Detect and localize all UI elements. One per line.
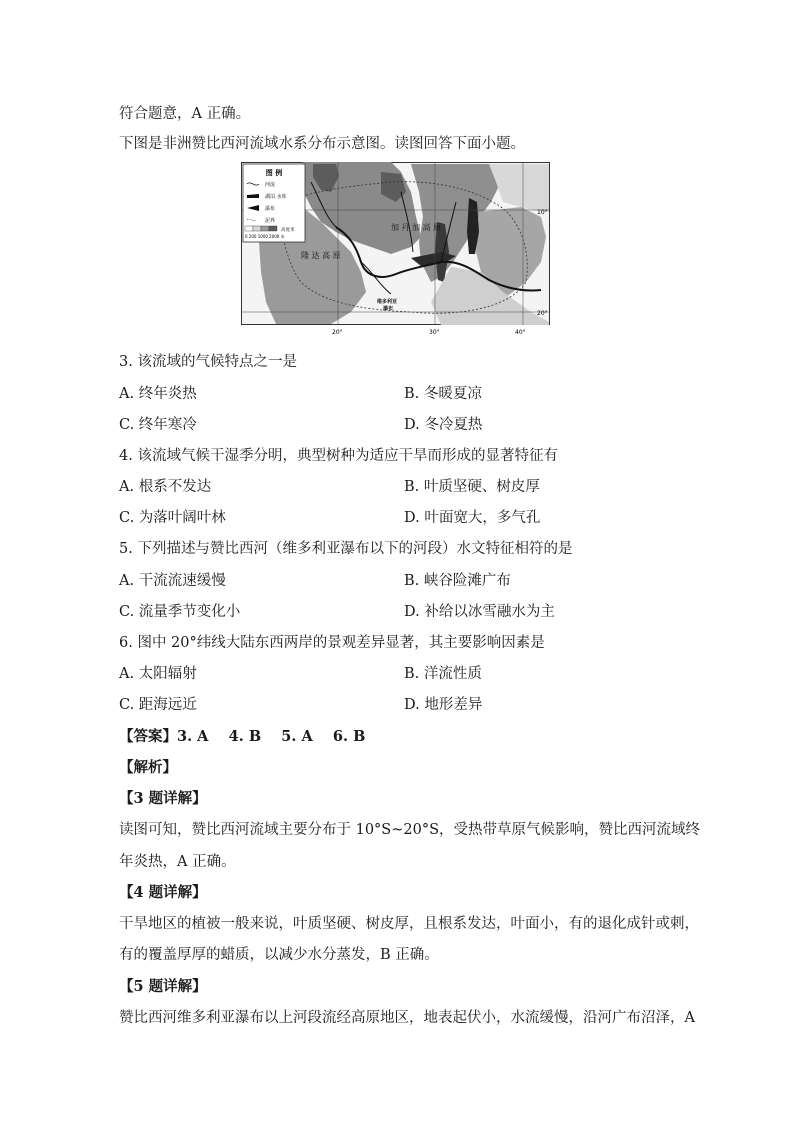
- question-3-option-b: B. 冬暖夏凉: [404, 386, 482, 402]
- legend-boundary: 泥界: [265, 218, 276, 224]
- question-4-option-b: B. 叶质坚硬、树皮厚: [404, 479, 540, 495]
- question-6-option-d: D. 地形差异: [404, 697, 483, 713]
- question-6-option-c: C. 距海远近: [119, 697, 197, 713]
- legend-scale-ticks: 0 200 1000 2000 米: [245, 234, 285, 239]
- lat-label-20: 20°: [537, 310, 548, 317]
- q5-line-1: 赞比西河维多利亚瀑布以上河段流经高原地区，地表起伏小，水流缓慢，沿河广布沼泽，A: [119, 1010, 695, 1026]
- question-3-stem: 3. 该流域的气候特点之一是: [119, 354, 297, 370]
- question-3-option-c: C. 终年寒冷: [119, 417, 197, 433]
- q4-line-2: 有的覆盖厚厚的蜡质，以减少水分蒸发，B 正确。: [119, 947, 439, 963]
- falls-label: 维多利亚: [377, 299, 398, 305]
- lon-label-20: 20°: [332, 329, 343, 336]
- legend-river: 河流: [265, 182, 276, 188]
- q3-line-2: 年炎热，A 正确。: [119, 854, 236, 870]
- analysis-heading: 【解析】: [119, 759, 177, 776]
- intro-line-1: 符合题意，A 正确。: [119, 106, 251, 122]
- question-6-option-a: A. 太阳辐射: [119, 666, 197, 682]
- q3-heading: 【3 题详解】: [119, 790, 207, 807]
- question-5-stem: 5. 下列描述与赞比西河（维多利亚瀑布以下的河段）水文特征相符的是: [119, 541, 573, 557]
- q4-line-1: 干旱地区的植被一般来说，叶质坚硬、树皮厚，且根系发达，叶面小，有的退化成针或刺，: [119, 916, 699, 932]
- legend-scale-label: 高度米: [281, 228, 295, 233]
- question-5-option-d: D. 补给以冰雪融水为主: [404, 604, 555, 620]
- q3-line-1: 读图可知，赞比西河流域主要分布于 10°S~20°S，受热带草原气候影响，赞比西河流域终: [119, 822, 701, 838]
- plateau-label-lunda: 隆 达 高 原: [301, 251, 341, 260]
- question-3-option-d: D. 冬冷夏热: [404, 417, 483, 433]
- question-5-option-b: B. 峡谷险滩广布: [404, 573, 511, 589]
- lat-label-10: 10°: [537, 209, 548, 216]
- question-5-option-c: C. 流量季节变化小: [119, 604, 241, 620]
- q4-heading: 【4 题详解】: [119, 884, 207, 901]
- question-4-option-c: C. 为落叶阔叶林: [119, 510, 226, 526]
- question-5-option-a: A. 干流流速缓慢: [119, 573, 226, 589]
- question-6-option-b: B. 洋流性质: [404, 666, 482, 682]
- lon-label-40: 40°: [515, 329, 526, 336]
- question-3-option-a: A. 终年炎热: [119, 386, 197, 402]
- legend-lake: 湖泊 水库: [265, 194, 287, 200]
- question-4-stem: 4. 该流域气候干湿季分明，典型树种为适应干旱而形成的显著特征有: [119, 448, 558, 464]
- question-6-stem: 6. 图中 20°纬线大陆东西两岸的景观差异显著，其主要影响因素是: [119, 635, 545, 651]
- answer-line: 【答案】3. A 4. B 5. A 6. B: [119, 728, 366, 745]
- legend-falls: 瀑布: [265, 206, 276, 212]
- question-4-option-d: D. 叶面宽大，多气孔: [404, 510, 541, 526]
- intro-line-2: 下图是非洲赞比西河流域水系分布示意图。读图回答下面小题。: [119, 136, 525, 152]
- question-4-option-a: A. 根系不发达: [119, 479, 212, 495]
- lon-label-30: 30°: [429, 329, 440, 336]
- falls-label-2: 瀑布: [383, 306, 394, 312]
- plateau-label-katanga: 加 丹 加 高 原: [391, 223, 442, 232]
- legend-title: 图 例: [265, 169, 283, 177]
- q5-heading: 【5 题详解】: [119, 978, 207, 995]
- zambezi-basin-map: [241, 162, 550, 338]
